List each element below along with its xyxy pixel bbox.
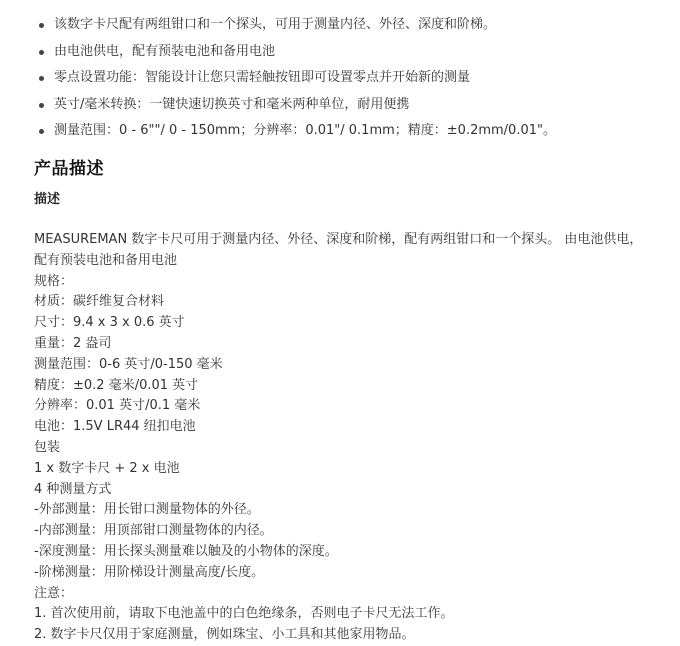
sub-title: 描述 — [34, 192, 61, 207]
section-title: 产品描述 — [34, 159, 104, 179]
description-line: 4 种测量方式 — [34, 481, 112, 497]
bullet-icon — [39, 23, 44, 28]
feature-item — [34, 118, 654, 145]
description-line: 规格： — [34, 273, 74, 289]
bullet-icon — [39, 76, 44, 81]
description-line: 材质：碳纤维复合材料 — [34, 294, 165, 310]
description-line: -内部测量：用顶部钳口测量物体的内径。 — [34, 523, 273, 539]
description-line: 精度：±0.2 毫米/0.01 英寸 — [34, 377, 199, 393]
description-line: -阶梯测量：用阶梯设计测量高度/长度。 — [34, 564, 265, 580]
feature-text: 测量范围：0 - 6""/ 0 - 150mm；分辨率：0.01"/ 0.1mm；精度：±0.2mm/0.01"。 — [54, 123, 556, 138]
feature-text: 由电池供电，配有预装电池和备用电池 — [54, 43, 276, 59]
description-line: 分辨率：0.01 英寸/0.1 毫米 — [34, 398, 201, 414]
description-line: 电池：1.5V LR44 纽扣电池 — [34, 419, 196, 435]
description-line: 1. 首次使用前，请取下电池盖中的白色绝缘条，否则电子卡尺无法工作。 — [34, 606, 454, 622]
bullet-icon — [39, 103, 44, 108]
description-line: 注意： — [34, 585, 74, 601]
feature-item — [34, 92, 654, 119]
feature-list — [34, 12, 654, 145]
bullet-icon — [39, 50, 44, 55]
description-line: 重量：2 盎司 — [34, 335, 112, 351]
description-line: -外部测量：用长钳口测量物体的外径。 — [34, 502, 260, 518]
description-line: 2. 数字卡尺仅用于家庭测量，例如珠宝、小工具和其他家用物品。 — [34, 627, 415, 643]
feature-text: 该数字卡尺配有两组钳口和一个探头，可用于测量内径、外径、深度和阶梯。 — [54, 17, 497, 32]
description-body — [34, 230, 646, 646]
feature-text: 零点设置功能：智能设计让您只需轻触按钮即可设置零点并开始新的测量 — [54, 70, 471, 85]
description-line: -深度测量：用长探头测量难以触及的小物体的深度。 — [34, 543, 338, 559]
feature-text: 英寸/毫米转换：一键快速切换英寸和毫米两种单位，耐用便携 — [54, 96, 410, 112]
feature-item — [34, 65, 654, 92]
description-line: 尺寸：9.4 x 3 x 0.6 英寸 — [34, 315, 185, 331]
feature-item — [34, 39, 654, 66]
bullet-icon — [39, 129, 44, 134]
description-line: 测量范围：0-6 英寸/0-150 毫米 — [34, 356, 223, 372]
feature-item — [34, 12, 654, 39]
description-line: 1 x 数字卡尺 + 2 x 电池 — [34, 460, 180, 476]
description-intro: MEASUREMAN 数字卡尺可用于测量内径、外径、深度和阶梯，配有两组钳口和一个探头。 由电池供电，配有预装电池和备用电池 — [34, 232, 643, 268]
description-line: 包装 — [34, 439, 61, 455]
